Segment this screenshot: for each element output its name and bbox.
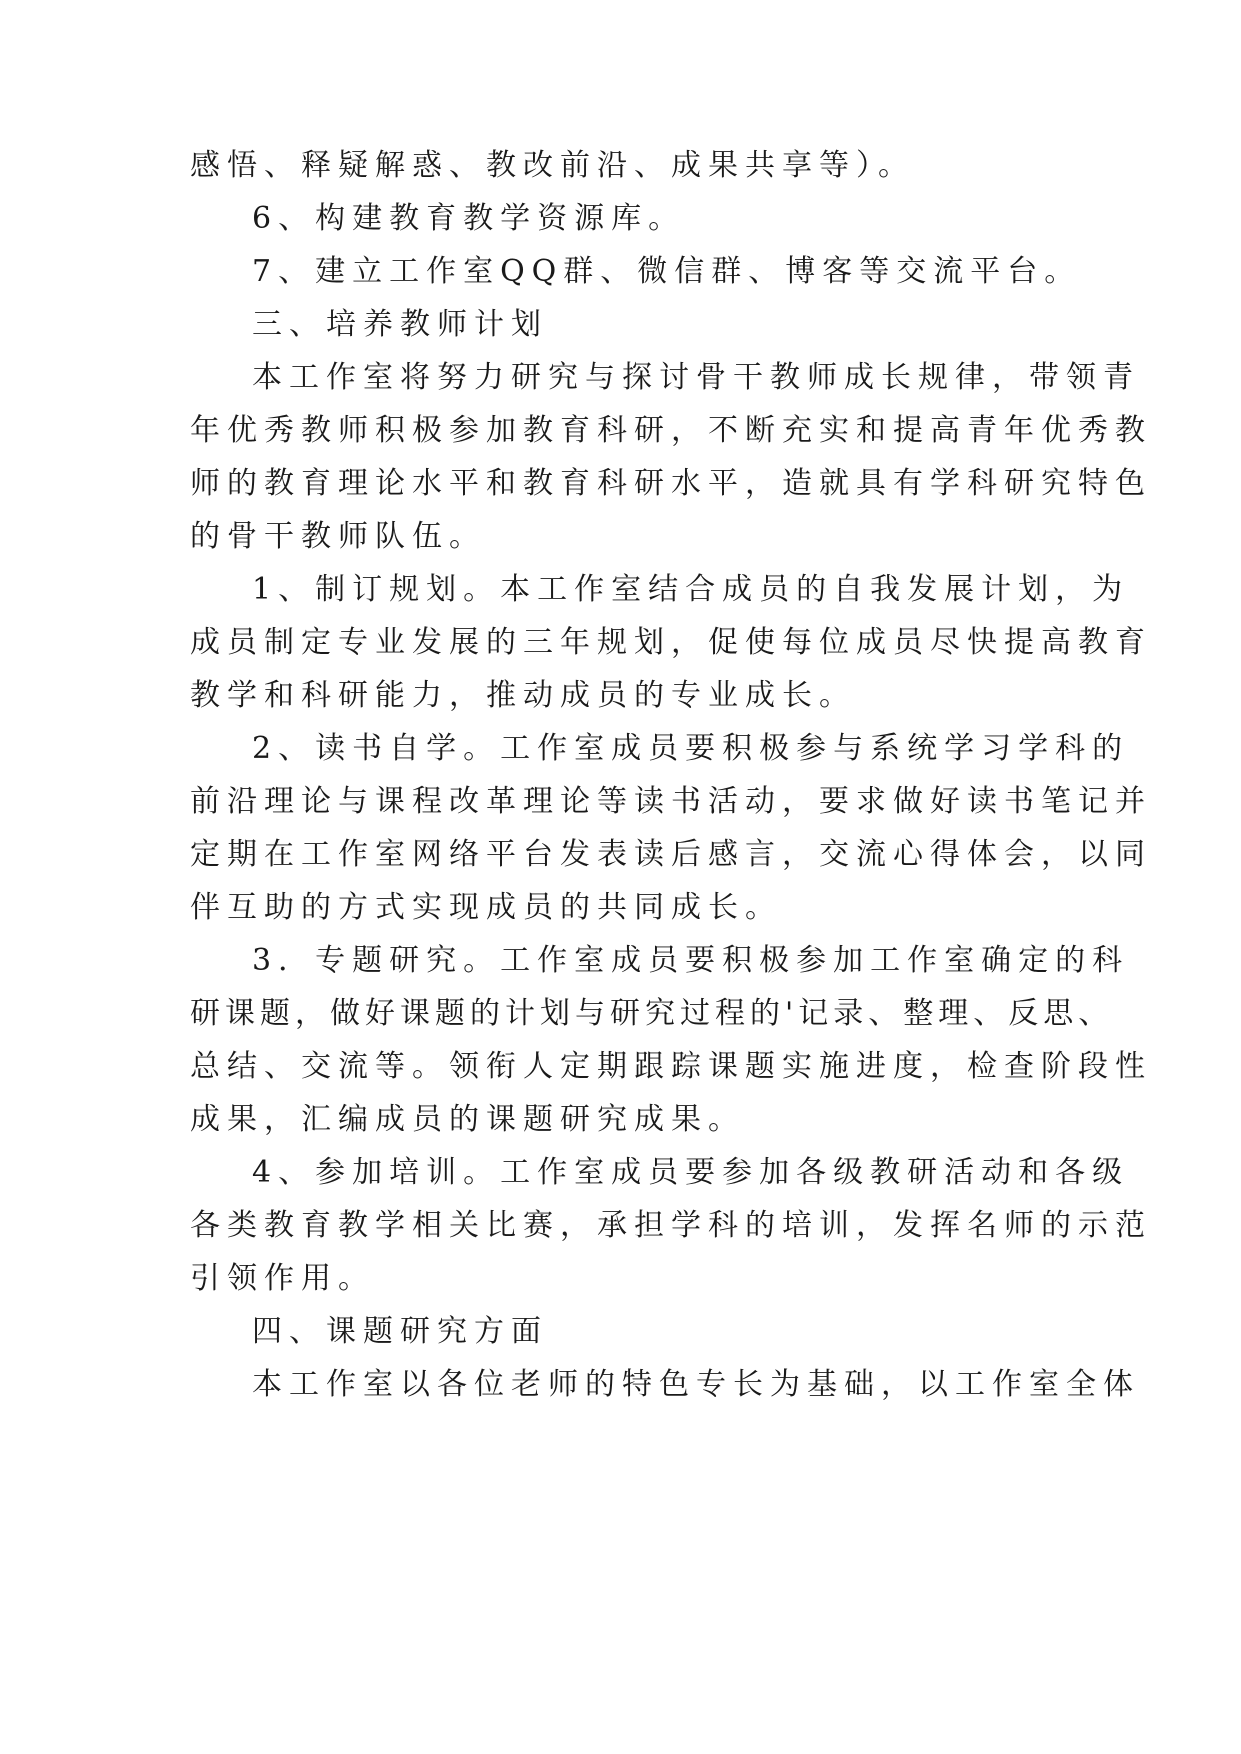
text-line: 年优秀教师积极参加教育科研，不断充实和提高青年优秀教 <box>190 413 1152 448</box>
text-line: 伴互助的方式实现成员的共同成长。 <box>190 890 782 925</box>
text-line: 教学和科研能力，推动成员的专业成长。 <box>190 678 856 713</box>
text-line: 各类教育教学相关比赛，承担学科的培训，发挥名师的示范 <box>190 1208 1152 1243</box>
text-line: 引领作用。 <box>190 1261 375 1296</box>
section-heading: 三、培养教师计划 <box>252 307 548 342</box>
text-line: 的骨干教师队伍。 <box>190 519 486 554</box>
text-line: 本工作室将努力研究与探讨骨干教师成长规律，带领青 <box>252 360 1140 395</box>
text-line: 定期在工作室网络平台发表读后感言，交流心得体会，以同 <box>190 837 1152 872</box>
text-line: 成员制定专业发展的三年规划，促使每位成员尽快提高教育 <box>190 625 1152 660</box>
text-line: 3．专题研究。工作室成员要积极参加工作室确定的科 <box>252 943 1130 978</box>
text-line: 1、制订规划。本工作室结合成员的自我发展计划，为 <box>252 572 1130 607</box>
text-line: 师的教育理论水平和教育科研水平，造就具有学科研究特色 <box>190 466 1152 501</box>
text-line: 感悟、释疑解惑、教改前沿、成果共享等）。 <box>190 148 915 183</box>
section-heading: 四、课题研究方面 <box>252 1314 548 1349</box>
text-line: 研课题，做好课题的计划与研究过程的'记录、整理、反思、 <box>190 996 1114 1031</box>
text-line: 前沿理论与课程改革理论等读书活动，要求做好读书笔记并 <box>190 784 1152 819</box>
text-line: 成果，汇编成员的课题研究成果。 <box>190 1102 745 1137</box>
text-line: 4、参加培训。工作室成员要参加各级教研活动和各级 <box>252 1155 1130 1190</box>
text-line: 7、建立工作室QQ群、微信群、博客等交流平台。 <box>252 254 1082 289</box>
text-line: 本工作室以各位老师的特色专长为基础，以工作室全体 <box>252 1367 1140 1402</box>
text-line: 总结、交流等。领衔人定期跟踪课题实施进度，检查阶段性 <box>190 1049 1152 1084</box>
text-line: 2、读书自学。工作室成员要积极参与系统学习学科的 <box>252 731 1130 766</box>
text-line: 6、构建教育教学资源库。 <box>252 201 686 236</box>
